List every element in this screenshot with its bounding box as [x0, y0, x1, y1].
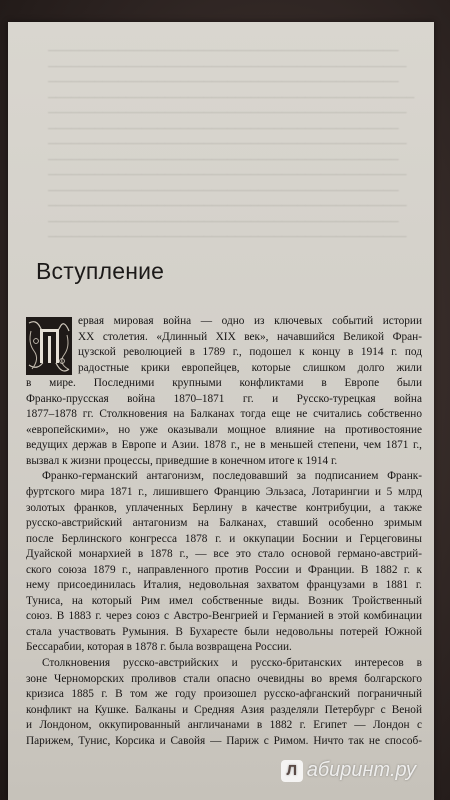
first-paragraph-opening — [26, 314, 422, 376]
text-line: XX столетия. «Длинный XIX век», начавшийся Великой Фран- — [78, 330, 422, 343]
watermark-text: абиринт.ру — [306, 759, 416, 781]
text-line: радостные крики европейцев, которые слишком долго жили — [78, 361, 422, 374]
text-line: ского союза 1879 г., направленного против России и Франции. В 1882 г. к — [26, 563, 422, 576]
text-line: конфликт на Кушке. Балканы и Средняя Азия разделяли Петербург с Веной — [26, 703, 422, 716]
book-page — [8, 22, 434, 800]
text-line: Столкновения русско-австрийских и русско-британских интересов в — [42, 657, 422, 670]
text-line: Парижем, Тунис, Корсика и Савойя — Париж с Римом. Ничто так не способ- — [26, 734, 422, 747]
text-line: Бессарабии, которая в 1878 г. была возвращена России. — [26, 641, 292, 654]
text-line: фуртского мира 1871 г., лишившего Францию Эльзаса, Лотарингии и 5 млрд — [26, 486, 422, 499]
text-line: цузской революцией в 1789 г., подошел к концу в 1914 г. под — [78, 346, 422, 359]
bleed-through-text: ───────────────────────────────────────────── ────────────────────────────────────────────── ───────────────────────────────────────────── ─────────────────────────────────────────────── ────────────────────────────────────────────── ───────────────────────────────────────────── ────────────────────────────────────────────── ───────────────────────────────────────────── ────────────────────────────────────────────── ───────────────────────────────────────────── ────────────────────────────────────────────── ───────────────────────────────────────────── ────────────────────────────────────────────── — [48, 45, 415, 243]
text-line: стала участвовать Румыния. В Бухаресте были недовольны потерей Южной — [26, 625, 422, 638]
text-line: ведущих держав в Европе и Азии. 1878 г., не в меньшей степени, чем 1871 г., — [26, 439, 422, 452]
labirint-watermark — [281, 759, 416, 782]
text-line: после Берлинского конгресса 1878 г. и оккупации Боснии и Герцеговины — [26, 532, 422, 545]
text-line: Туниса, на который Рим имел собственные виды. Возник Тройственный — [26, 594, 422, 607]
text-line: «европейскими», но уже оказывали мощное влияние на противостояние — [26, 423, 422, 436]
text-line: 1877–1878 гг. Столкновения на Балканах тогда еще не считались собственно — [26, 408, 422, 421]
body-text — [26, 314, 422, 749]
text-line: золотых франков, уплаченных Берлину в качестве контрибуции, а также — [26, 501, 422, 514]
text-line: Франко-прусская война 1870–1871 гг. и Русско-турецкая война — [26, 392, 422, 405]
chapter-heading: Вступление — [36, 258, 165, 284]
text-line: русско-австрийский антагонизм на Балканах, ставший особенно зримым — [26, 517, 422, 530]
ornate-dropcap — [26, 317, 72, 375]
text-line: союз. В 1883 г. через союз с Австро-Венгрией и Германией в этой комбинации — [26, 610, 422, 623]
text-line: в мире. Последними крупными конфликтами в Европе были — [26, 377, 422, 390]
text-line: кризиса 1885 г. В том же году произошел русско-афганский пограничный — [26, 688, 422, 701]
text-line: ервая мировая война — одно из ключевых событий истории — [78, 315, 422, 327]
text-line: вызвал к жизни процессы, приведшие в конечном итоге к 1914 г. — [26, 454, 338, 467]
text-line: Дуайской монархией в 1878 г., — все это стало основой германо-австрий- — [26, 548, 422, 561]
labirint-logo-icon: Л — [281, 760, 303, 782]
text-line: нему присоединилась Италия, недовольная захватом французами в 1881 г. — [26, 579, 422, 592]
text-line: Франко-германский антагонизм, последовавший за подписанием Франк- — [42, 470, 422, 483]
text-line: зоне Черноморских проливов стали опасно очевидны во время болгарского — [26, 672, 422, 685]
text-line: и Лондоном, оккупированный англичанами в 1882 г. Египет — Лондон с — [26, 719, 422, 732]
